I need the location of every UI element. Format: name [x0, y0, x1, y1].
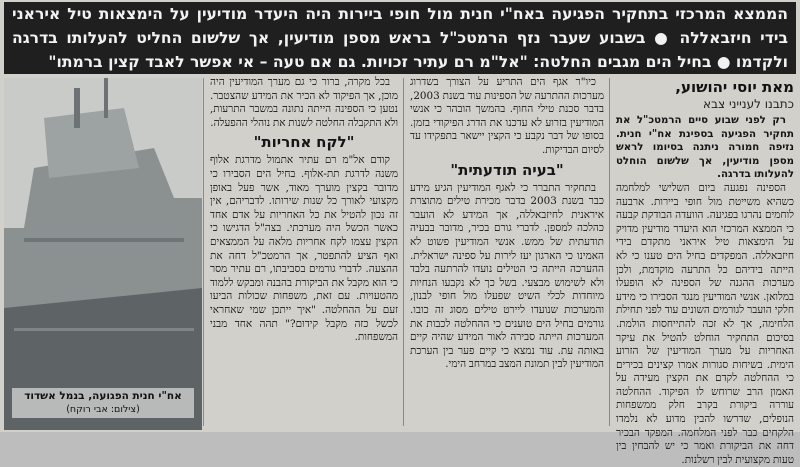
- article-column-3: [210, 76, 398, 428]
- warship-illustration: [4, 78, 202, 430]
- column-1-body: הספינה נפגעה ביום השלישי למלחמה כשהיא משייטת מול חופי ביירות. ארבעה לוחמים נהרגו בפגיעה. הוועדה הבודקת קבעה כי הממצא המרכזי הוא היעדר מודיעין מדויק על הימצאות טיל איראני מתקדם בידי חיזבאללה. המפקדים בחיל הים טענו כי לא הייתה בידיהם כל התרעה מוקדמת, ולכן מערכות ההגנה של הספינה לא הופעלו במלואן. אנשי המודיעין מנגד הסבירו כי מידע חלקי הועבר לגורמים השונים עוד לפני תחילת הלחימה, אך לא זכה להתייחסות הולמת. בסיכום התחקיר הוחלט להטיל את עיקר האחריות על מערך המודיעין של הזרוע הימית. בשיחות סגורות אמרו קצינים בכירים כי ההחלטה לקדם את הקצין מעידה על האמון הרב שרוחש לו הפיקוד. ההחלטה עוררה ביקורת בקרב חלק ממשפחות הנופלים, שדרשו להבין מדוע לא נלמדו הלקחים כבר לפני המלחמה. המפקד הבכיר דחה את הביקורת ואמר כי יש להבחין בין טעות מקצועית לבין רשלנות.: [616, 181, 794, 466]
- photo-credit: (צילום: אבי רוקח): [66, 404, 140, 415]
- article-column-2: [410, 76, 604, 428]
- subheading-awareness: "בעיה תודעתית": [450, 160, 564, 179]
- column-2-body-a: כיו"ר אגף הים התריע על הצורך בשדרוג מערכות ההתרעה של הספינות עוד בשנת 2003, בדבר סכנת טילי החוף. בהמשך הובהר כי אנשי המודיעין בזרוע לא עדכנו את הדרג הפיקודי בזמן. בסופו של דבר נקבע כי הקצין יישאר בתפקידו עד לסיום הבדיקות.: [410, 76, 604, 156]
- byline-role: כתבנו לענייני צבא: [703, 97, 794, 111]
- ship-photo: [4, 78, 202, 430]
- column-2-body-b: בתחקיר התברר כי לאגף המודיעין הגיע מידע כבר בשנת 2003 בדבר מכירת טילים מתוצרת איראנית לחיזבאללה, אך המידע לא הועבר כהלכה למספן. לדברי גורם בכיר, מדובר בבעיה תודעתית של ממש. אנשי המודיעין פשוט לא האמינו כי הארגון יעז לירות על ספינה ישראלית. ההערכה הייתה כי הטילים נועדו להרתעה בלבד ולא לשימוש מבצעי. בשל כך לא נקבעו הנחיות מיוחדות לכלי השיט שפעלו מול חופי לבנון, והמערכות שנועדו ליירט טילים מסוג זה כובו. גורמים בחיל הים טוענים כי ההחלטה לכבות את המערכות הייתה סבירה לאור המידע שהיה קיים באותה עת. עוד נמצא כי קיים פער בין הערכת המודיעין לבין תמונת המצב במרחב הימי.: [410, 181, 604, 371]
- article-lede: רק לפני שבוע סיים הרמטכ"ל את תחקיר הפגיעה בספינת אח"י חנית. נזיפה חמורה ניתנה בסיומו לראש מספן מודיעין, אך שלשום הוחלט להעלותו בדרגה.: [616, 115, 794, 181]
- subheading-responsibility: "לקח אחריות": [253, 133, 355, 152]
- column-divider: [203, 78, 204, 426]
- headline: הממצא המרכזי בתחקיר הפגיעה באח"י חנית מול חופי ביירות היה היעדר מודיעין על הימצאות טיל איראני בידי חיזבאללה ● בשבוע שעבר נזף הרמטכ"ל בראש מספן מודיעין, אך שלשום החליט להעלותו בדרגה ולקדמו ● בחיל הים מגבים החלטה: "אל"מ רם עתיר זכויות. גם אם טעה – אי אפשר לאבד קצין ברמתו": [4, 2, 796, 74]
- byline-author: מאת יוסי יהושוע,: [675, 78, 794, 96]
- photo-caption: [12, 388, 194, 418]
- article-column-1: [616, 114, 794, 466]
- column-divider: [403, 78, 404, 426]
- byline: [616, 78, 794, 112]
- column-3-body-b: קודם אל"מ רם עתיר אתמול מדרגת אלוף משנה לדרגת תת-אלוף. בחיל הים הסבירו כי מדובר בקצין מוערך מאוד, אשר פעל באופן מקצועי לאורך כל שנות שירותו. לדבריהם, אין זה נכון להטיל את כל האחריות על אדם אחד כאשר הכשל היה מערכתי. בצה"ל הדגישו כי הקצין עצמו לקח אחריות מלאה על הממצאים ואף הציע להתפטר, אך הרמטכ"ל דחה את ההצעה. לדברי גורמים בסביבתו, רם עתיר מסר כי הוא מקבל את הביקורת בהבנה ומבקש ללמוד מהטעויות. עם זאת, משפחות שכולות הביעו זעם על ההחלטה. "איך ייתכן שמי שאחראי לכשל כזה מקבל קידום?" תהה אחד מבני המשפחות.: [210, 154, 398, 344]
- column-3-body-a: בכל מקרה, ברור כי גם מערך המודיעין היה מוכן, אך הפיקוד לא הכיר את המידע שהצטבר. נטען כי הספינה הייתה נתונה במשבר התרעות, ולא התקבלה החלטה לשנות את נוהלי ההפעלה.: [210, 76, 398, 129]
- column-divider: [609, 78, 610, 426]
- photo-caption-text: אח"י חנית הפגועה, בנמל אשדוד: [24, 390, 182, 402]
